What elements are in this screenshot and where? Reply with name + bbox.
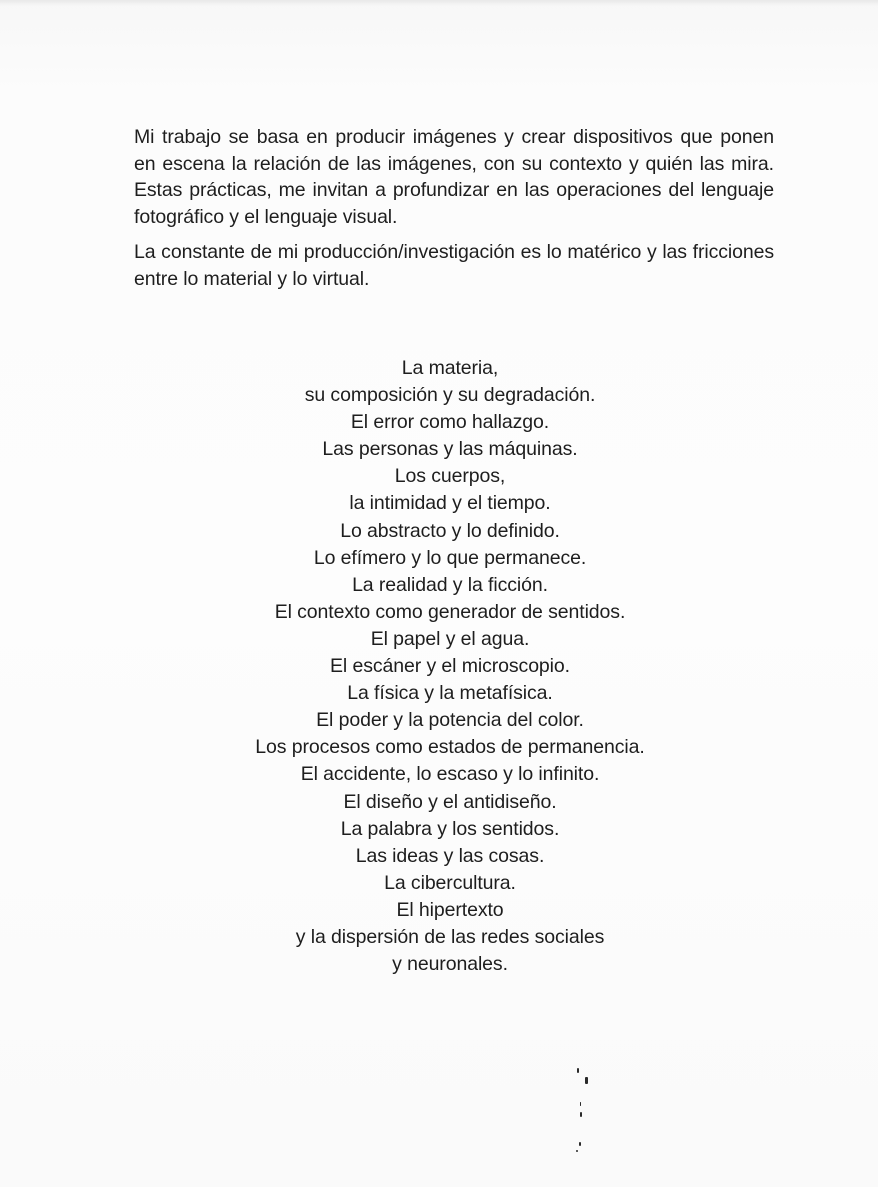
poem-line: El accidente, lo escaso y lo infinito. <box>300 763 600 786</box>
poem-line: Los procesos como estados de permanencia. <box>255 736 645 759</box>
poem-line: La cibercultura. <box>384 871 516 894</box>
poem-line: La realidad y la ficción. <box>352 573 548 596</box>
print-speck <box>579 1142 581 1146</box>
poem-line: El escáner y el microscopio. <box>330 655 570 678</box>
poem-line: Los cuerpos, <box>394 465 506 488</box>
intro-text-block <box>134 124 774 292</box>
poem-line: La palabra y los sentidos. <box>340 817 560 840</box>
poem-line: su composición y su degradación. <box>304 384 596 407</box>
poem-line: El diseño y el antidiseño. <box>343 790 557 813</box>
poem-line: La física y la metafísica. <box>347 682 553 705</box>
poem-line: El error como hallazgo. <box>350 411 550 434</box>
poem-line: y neuronales. <box>392 953 508 976</box>
poem-line: Lo abstracto y lo definido. <box>340 519 560 542</box>
print-speck <box>585 1077 588 1084</box>
poem-line: El poder y la potencia del color. <box>316 709 584 732</box>
poem-line: El papel y el agua. <box>370 627 530 650</box>
poem-line: Lo efímero y lo que permanece. <box>313 546 587 569</box>
poem-line: y la dispersión de las redes sociales <box>295 925 605 948</box>
print-specks <box>570 1060 594 1160</box>
print-speck <box>576 1150 578 1152</box>
intro-paragraph-1: Mi trabajo se basa en producir imágenes y crear dispositivos que ponen en escena la relación de las imágenes, con su contexto y quién las mira. Estas prácticas, me invitan a profundizar en las operaciones del lenguaje fotográfico y el lenguaje visual. <box>134 126 774 228</box>
poem-line: Las ideas y las cosas. <box>355 844 545 867</box>
intro-paragraph-2: La constante de mi producción/investigación es lo matérico y las fricciones entre lo material y lo virtual. <box>134 241 774 290</box>
poem-line: El hipertexto <box>396 898 504 921</box>
page-top-shadow <box>0 0 878 6</box>
poem-line: La materia, <box>401 357 499 379</box>
print-speck <box>580 1102 581 1106</box>
poem-block <box>0 355 878 978</box>
print-speck <box>577 1068 579 1073</box>
poem-line: la intimidad y el tiempo. <box>349 492 551 515</box>
print-speck <box>580 1112 582 1117</box>
poem-line: Las personas y las máquinas. <box>322 438 578 461</box>
poem-line: El contexto como generador de sentidos. <box>274 600 626 623</box>
